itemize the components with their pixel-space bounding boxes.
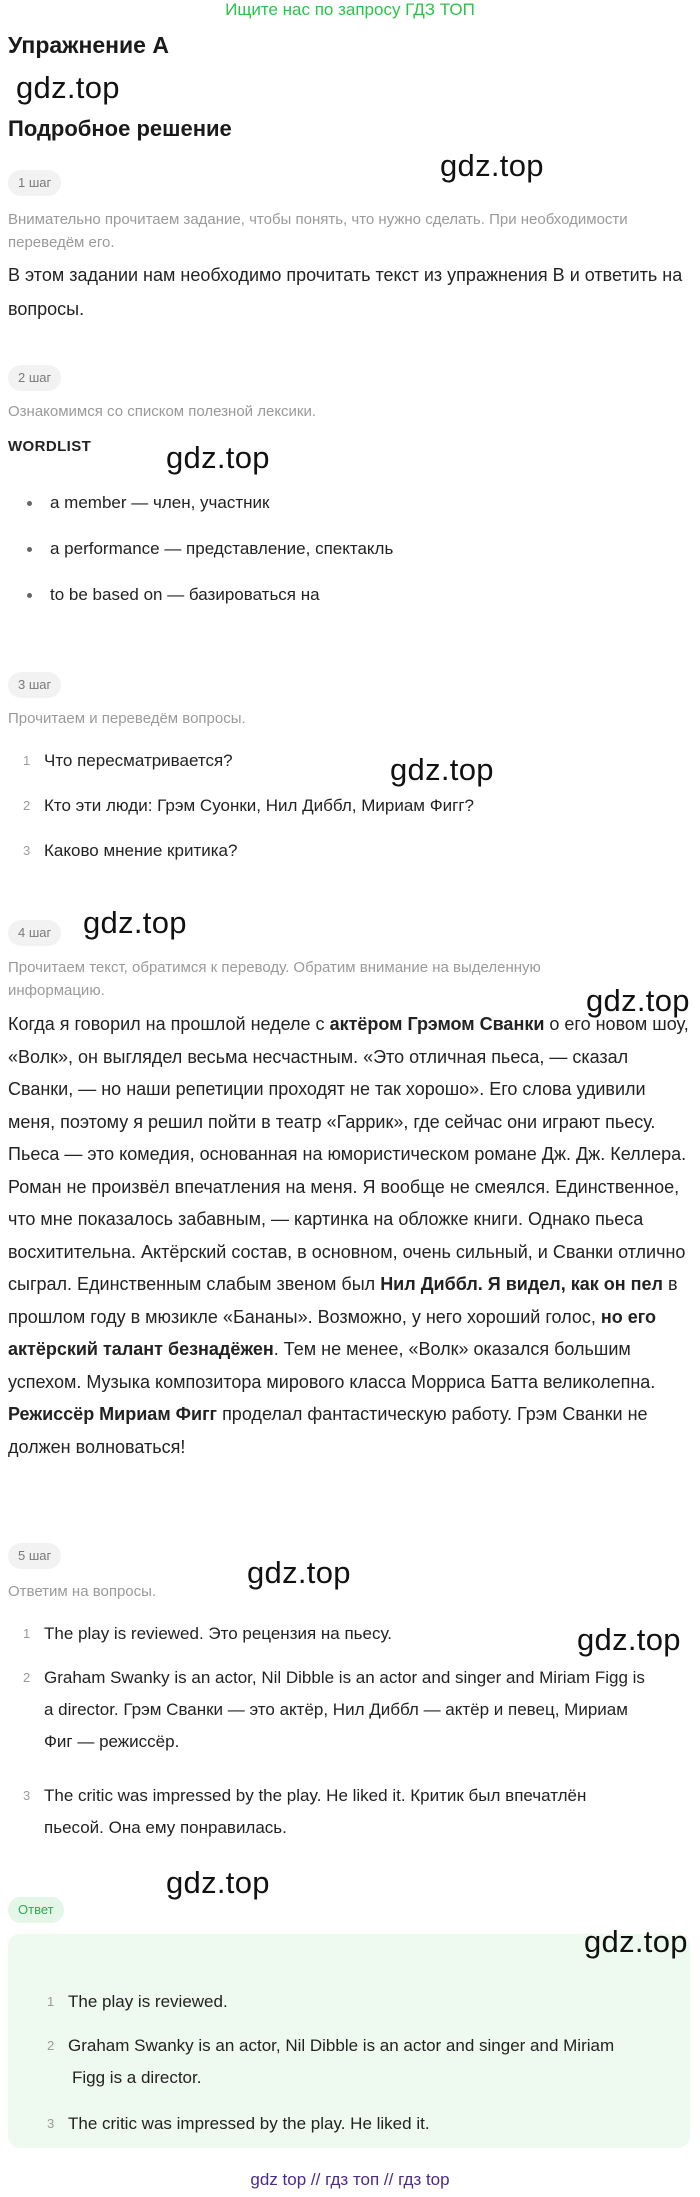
watermark: gdz.top: [166, 440, 270, 475]
answer-item: [23, 1780, 694, 1844]
highlight: актёром Грэмом Сванки: [329, 1014, 545, 1034]
step-3-hint: Прочитаем и переведём вопросы.: [8, 710, 246, 727]
item-text: Figg is a director.: [72, 2068, 202, 2087]
item-text: a director. Грэм Сванки — это актёр, Нил Диббл — актёр и певец, Мириам: [44, 1700, 628, 1719]
question-item: [23, 745, 233, 777]
item-text: Фиг — режиссёр.: [44, 1732, 180, 1751]
wordlist-item: [50, 580, 320, 610]
answer-badge: Ответ: [8, 1897, 64, 1923]
item-text: The critic was impressed by the play. He liked it. Критик был впечатлён: [44, 1786, 587, 1805]
item-number: 2: [47, 2038, 55, 2053]
highlight: Нил Диббл. Я видел, как он пел: [380, 1274, 663, 1294]
item-text: Кто эти люди: Грэм Суонки, Нил Диббл, Мириам Фигг?: [44, 796, 474, 815]
solution-heading: Подробное решение: [8, 116, 232, 141]
answer-item: [23, 1662, 694, 1758]
watermark: gdz.top: [440, 148, 544, 183]
translation-passage: Когда я говорил на прошлой неделе с актёром Грэмом Сванки о его новом шоу, «Волк», он выглядел весьма несчастным. «Это отличная пьеса, — сказал Сванки, — но наши репетиции проходят не так хорошо». Его слова удивили меня, поэтому я решил пойти в театр «Гаррик», где сейчас они играют пьесу. Пьеса — это комедия, основанная на юмористическом романе Дж. Дж. Келлера. Роман не произвёл впечатления на меня. Я вообще не смеялся. Единственное, что мне показалось забавным, — картинка на обложке книги. Однако пьеса восхитительна. Актёрский состав, в основном, очень сильный, и Сванки отлично сыграл. Единственным слабым звеном был Нил Диббл. Я видел, как он пел в прошлом году в мюзикле «Бананы». Возможно, у него хороший голос, но его актёрский талант безнадёжен. Тем не менее, «Волк» оказался большим успехом. Музыка композитора мирового класса Морриса Батта великолепна. Режиссёр Мириам Фигг проделал фантастическую работу. Грэм Сванки не должен волноваться!: [8, 1014, 689, 1457]
answer-box-item: [47, 2030, 678, 2094]
watermark: gdz.top: [166, 1865, 270, 1900]
answer-box-item: [47, 2108, 430, 2140]
step-2-badge: 2 шаг: [8, 365, 61, 391]
item-number: 2: [23, 1670, 31, 1685]
step-5-badge: 5 шаг: [8, 1543, 61, 1569]
wordlist-item-text: to be based on — базироваться на: [50, 585, 320, 604]
item-text: Что пересматривается?: [44, 751, 233, 770]
watermark: gdz.top: [586, 983, 690, 1018]
step-1-text: В этом задании нам необходимо прочитать текст из упражнения B и ответить на вопросы.: [8, 265, 683, 319]
step-4-badge: 4 шаг: [8, 920, 61, 946]
item-text: Graham Swanky is an actor, Nil Dibble is an actor and singer and Miriam Figg is: [44, 1668, 645, 1687]
answer-item: [23, 1618, 393, 1650]
exercise-title: Упражнение A: [8, 32, 169, 58]
bullet-icon: [27, 501, 32, 506]
watermark: gdz.top: [390, 752, 494, 787]
step-1-hint: Внимательно прочитаем задание, чтобы понять, что нужно сделать. При необходимости переведём его.: [8, 211, 628, 251]
footer-links[interactable]: gdz top // гдз топ // гдз top: [250, 2170, 450, 2189]
item-number: 1: [23, 753, 31, 768]
step-4-hint: Прочитаем текст, обратимся к переводу. Обратим внимание на выделенную информацию.: [8, 959, 541, 999]
watermark: gdz.top: [577, 1622, 681, 1657]
step-3-badge: 3 шаг: [8, 672, 61, 698]
question-item: [23, 835, 238, 867]
bullet-icon: [27, 593, 32, 598]
item-number: 2: [23, 798, 31, 813]
top-banner[interactable]: Ищите нас по запросу ГДЗ ТОП: [225, 0, 475, 19]
answer-box-item: [47, 1986, 228, 2018]
item-text: пьесой. Она ему понравилась.: [44, 1818, 287, 1837]
watermark: gdz.top: [584, 1924, 688, 1959]
wordlist-item: [50, 534, 393, 564]
wordlist-item: [50, 488, 269, 518]
watermark: gdz.top: [247, 1555, 351, 1590]
watermark: gdz.top: [83, 905, 187, 940]
item-text: The play is reviewed. Это рецензия на пьесу.: [44, 1624, 393, 1643]
wordlist-item-text: a member — член, участник: [50, 493, 270, 512]
item-text: The play is reviewed.: [68, 1992, 228, 2011]
highlight: но его актёрский талант безнадёжен: [8, 1306, 657, 1359]
bullet-icon: [27, 547, 32, 552]
item-number: 3: [23, 1788, 31, 1803]
question-item: [23, 790, 474, 822]
item-number: 1: [23, 1626, 31, 1641]
step-1-badge: 1 шаг: [8, 170, 61, 196]
highlight: Режиссёр Мириам Фигг: [8, 1404, 218, 1424]
wordlist-title: WORDLIST: [8, 438, 92, 455]
wordlist-item-text: a performance — представление, спектакль: [50, 539, 394, 558]
item-number: 3: [47, 2116, 55, 2131]
item-number: 3: [23, 843, 31, 858]
item-number: 1: [47, 1994, 55, 2009]
item-text: Graham Swanky is an actor, Nil Dibble is an actor and singer and Miriam: [68, 2036, 615, 2055]
item-text: The critic was impressed by the play. He liked it.: [68, 2114, 430, 2133]
step-2-hint: Ознакомимся со списком полезной лексики.: [8, 403, 317, 420]
watermark: gdz.top: [16, 70, 120, 105]
step-5-hint: Ответим на вопросы.: [8, 1583, 157, 1600]
item-text: Каково мнение критика?: [44, 841, 238, 860]
